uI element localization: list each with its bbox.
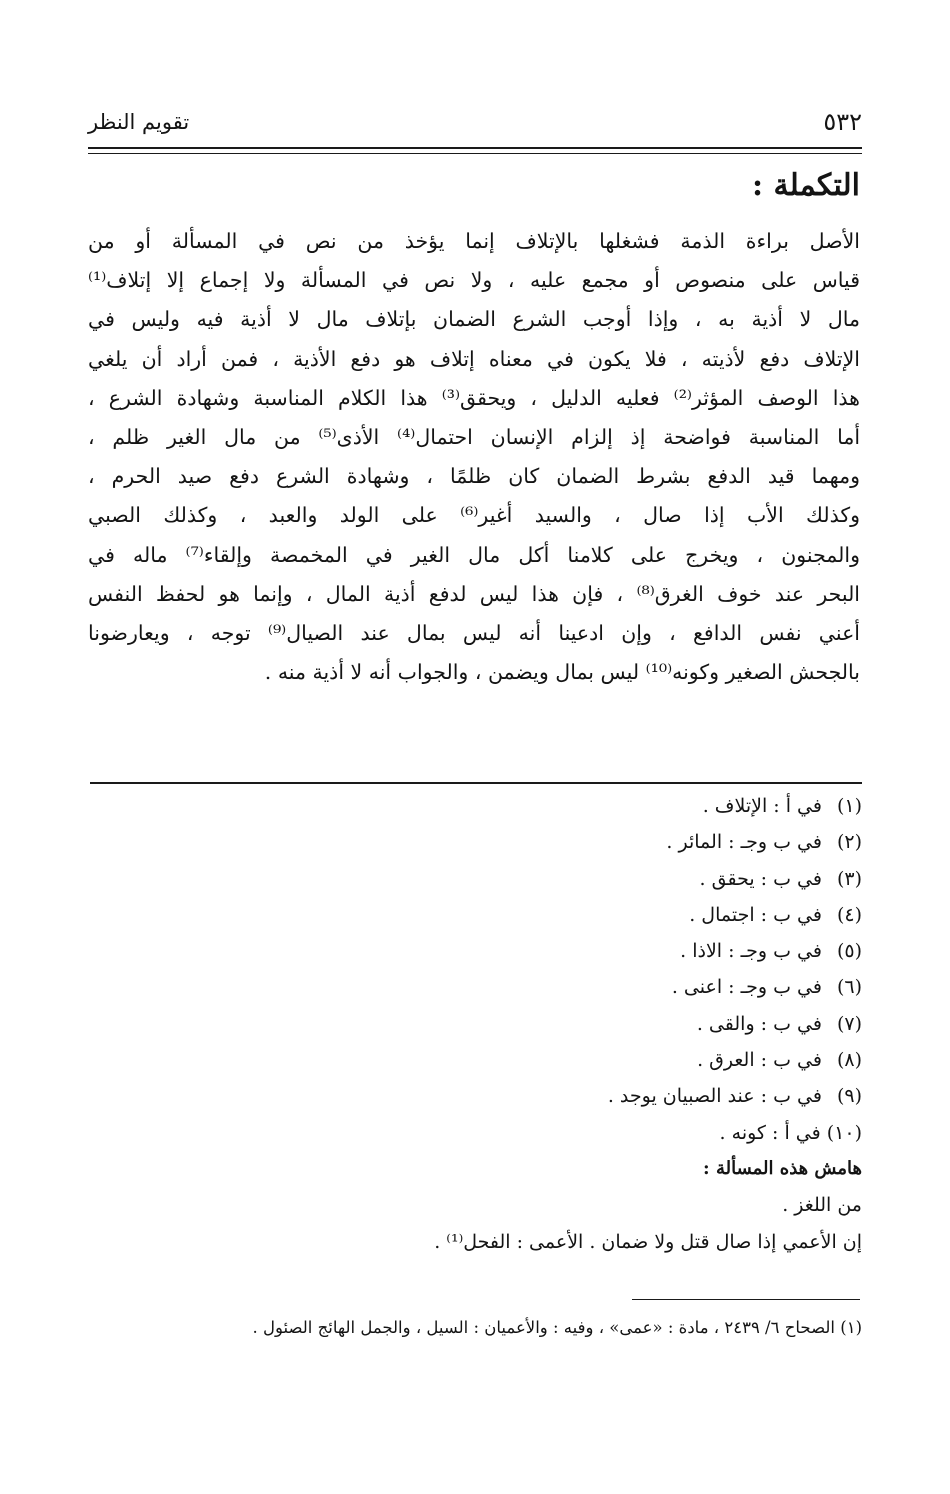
- footnote: (٢) في ب وجـ : المائر .: [666, 831, 862, 854]
- margin-note-line: إن الأعمي إذا صال قتل ولا ضمان . الأعمى : الفحل⁽¹⁾ .: [434, 1230, 862, 1253]
- footnote: (٦) في ب وجـ : اعنى .: [671, 976, 862, 999]
- body-line: قياس على منصوص أو مجمع عليه ، ولا نص في المسألة ولا إجماع إلا إتلاف⁽¹⁾: [88, 268, 860, 293]
- page-header: [88, 108, 862, 148]
- footnote: (٨) في ب : العرق .: [697, 1049, 862, 1072]
- main-text: [88, 222, 860, 692]
- body-line: والمجنون ، ويخرج على كلامنا أكل مال الغير في المخمصة وإلقاء⁽⁷⁾ ماله في: [88, 542, 860, 567]
- body-line: البحر عند خوف الغرق⁽⁸⁾ ، فإن هذا ليس لدفع أذية المال ، وإنما هو لحفظ النفس: [88, 581, 860, 606]
- body-line: وكذلك الأب إذا صال ، والسيد أغير⁽⁶⁾ على الولد والعبد ، وكذلك الصبي: [88, 503, 860, 528]
- bottom-footnote: (١) الصحاح ٦/ ٢٤٣٩ ، مادة : «عمى» ، وفيه : والأعميان : السيل ، والجمل الهائج الصئول .: [252, 1318, 862, 1337]
- footnote: (١٠) في أ : كونه .: [719, 1121, 862, 1144]
- margin-note-line: من اللغز .: [782, 1194, 862, 1217]
- footnote: (٤) في ب : اجتمال .: [689, 903, 862, 926]
- body-line: أما المناسبة فواضحة إذ إلزام الإنسان احتمال⁽⁴⁾ الأذى⁽⁵⁾ من مال الغير ظلم ،: [88, 424, 860, 449]
- footnote: (٣) في ب : يحقق .: [699, 867, 862, 890]
- header-rule-thin: [88, 153, 862, 154]
- body-line: الإتلاف دفع لأذيته ، فلا يكون في معناه إتلاف هو دفع الأذية ، فمن أراد أن يلغي: [88, 346, 860, 371]
- section-title: التكملة :: [752, 168, 860, 203]
- body-line: الأصل براءة الذمة فشغلها بالإتلاف إنما يؤخذ من نص في المسألة أو من: [88, 229, 860, 253]
- footnote: (٧) في ب : والقى .: [696, 1012, 862, 1035]
- body-line: أعني نفس الدافع ، وإن ادعينا أنه ليس بمال عند الصيال⁽⁹⁾ توجه ، ويعارضونا: [88, 620, 860, 645]
- body-line: ومهما قيد الدفع بشرط الضمان كان ظلمًا ، وشهادة الشرع دفع صيد الحرم ،: [88, 464, 860, 489]
- footnote: (٩) في ب : عند الصبيان يوجد .: [607, 1085, 862, 1108]
- footnote-separator: [90, 782, 862, 784]
- bottom-footnote-separator: [632, 1299, 860, 1300]
- footnotes: [100, 788, 862, 1260]
- footnote: (١) في أ : الإتلاف .: [702, 795, 862, 817]
- running-title: تقويم النظر: [88, 110, 190, 134]
- margin-note-heading: هامش هذه المسألة :: [703, 1157, 862, 1179]
- footnote: (٥) في ب وجـ : الاذا .: [680, 940, 862, 963]
- body-line: هذا الوصف المؤثر⁽²⁾ فعليه الدليل ، ويحقق⁽³⁾ هذا الكلام المناسبة وشهادة الشرع ،: [88, 385, 860, 410]
- body-line: مال لا أذية به ، وإذا أوجب الشرع الضمان بإتلاف مال لا أذية فيه وليس في: [88, 307, 860, 332]
- header-rule-thick: [88, 147, 862, 149]
- page-number: ٥٣٢: [823, 108, 862, 136]
- body-line: بالجحش الصغير وكونه⁽¹⁰⁾ ليس بمال ويضمن ، والجواب أنه لا أذية منه .: [264, 660, 860, 685]
